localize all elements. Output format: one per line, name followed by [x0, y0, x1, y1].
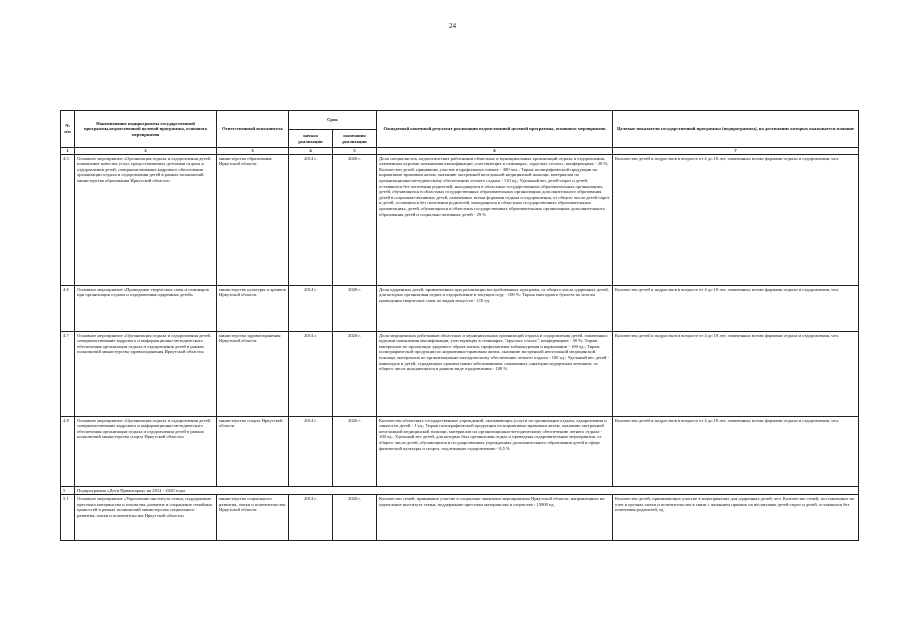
column-number: 7	[613, 148, 859, 155]
row-executor: министерство здравоохранения Иркутской области	[217, 331, 289, 416]
row-number: 4.8	[61, 416, 75, 486]
row-start: 2014 г.	[289, 495, 333, 541]
row-executor: министерство спорта Иркутской области	[217, 416, 289, 486]
row-start: 2014 г.	[289, 154, 333, 285]
column-number: 3	[217, 148, 289, 155]
row-executor: министерство социального развития, опеки и попечительства Иркутской области	[217, 495, 289, 541]
header-executor: Ответственный исполнитель	[217, 111, 289, 148]
row-name: Основное мероприятие «Организация отдыха и оздоровления детей, совершенствование кадрового и информационно-методического обеспечения организации отдыха и оздоровления детей в рамках полномочий министерства здравоохранения Иркутской области»	[75, 331, 217, 416]
row-indicators: Количество детей и подростков в возрасте от 4 до 18 лет, охваченных всеми формами отдыха и оздоровления, чел.	[613, 416, 859, 486]
row-start: 2014 г.	[289, 285, 333, 331]
row-name: Основное мероприятие «Проведение творческих смен и семинаров при организации отдыха и оздоровления одаренных детей»	[75, 285, 217, 331]
table-row	[61, 495, 859, 541]
subprogram-number: 5	[61, 486, 75, 495]
table-row	[61, 285, 859, 331]
row-result: Доля специалистов, педагогических работников областных и муниципальных организаций отдыха и оздоровления, охваченных курсами повышения квалификации, участвующих в семинарах, «круглых столах», конференциях - 20 %; Количество детей, принявших участие в профильных сменах - 400 чел.; Тираж полиграфической продукции по нормативно-правовым актам, оказанию экстренной неотложной медицинской помощи, материалов по организационно-методическому обеспечению летнего отдыха - 110 ед.; Удельный вес детей-сирот и детей, оставшихся без попечения родителей, находящихся в областных государственных образовательных организациях, детей, обучающихся в областных государственных образовательных организациях дополнительного образования детей в социально-активных детей, охваченных всеми формами отдыха и оздоровления, от общего числа детей-сирот и детей, оставшихся без попечения родителей, находящихся в областных государственных образовательных организациях, детей, обучающихся в областных государственных образовательных организациях дополнительного образования детей и социально-активных детей - 29 %	[377, 154, 613, 285]
header-name: Наименование подпрограммы государственной программы,ведомственной целевой программы, основного мероприятия	[75, 111, 217, 148]
subprogram-row	[61, 486, 859, 495]
row-executor: министерство культуры и архивов Иркутской области	[217, 285, 289, 331]
row-end: 2020 г.	[333, 285, 377, 331]
row-result: Доля медицинских работников областных и муниципальных организаций отдыха и оздоровления детей, охваченных курсами повышения квалификации, участвующих в семинарах, "круглых столах", конференциях - 30 %; Тираж материалов по пропаганде здорового образа жизни, профилактики табакокурения и наркомании - 100 ед.; Тираж полиграфической продукции по нормативно-правовым актам, оказанию экстренной неотложной медицинской помощи, материалов по организационно-методическому обеспечению летнего отдыха - 100 ед.; Удельный вес детей - инвалидов и детей, страдающих хроническими заболеваниями, охваченных санаторно-курортным лечением, от общего числа нуждающихся в данном виде оздоровления - 100 %	[377, 331, 613, 416]
row-name: Основное мероприятие «Организация отдыха и оздоровления детей, совершенствование кадрового и информационно-методического обеспечения организации отдыха и оздоровления детей в рамках полномочий министерства спорта Иркутской области»	[75, 416, 217, 486]
row-number: 4.7	[61, 331, 75, 416]
row-result: Количество семей, принявших участие в социально-значимых мероприятиях Иркутской области, направленных на укрепление института семьи, поддержание престижа материнства и отцовства - 15800 ед.	[377, 495, 613, 541]
header-result: Ожидаемый конечный результат реализации ведомственной целевой программы, основного мероприятия	[377, 111, 613, 148]
row-name: Основное мероприятие «Укрепление института семьи, поддержание престижа материнства и отцовства, развитие и сохранение семейных ценностей в рамках полномочий министерства социального развития, опеки и попечительства Иркутской области»	[75, 495, 217, 541]
row-name: Основное мероприятие «Организация отдыха и оздоровления детей, повышение качества услуг, предоставляемых детскими отдыха и оздоровления детей, совершенствование кадрового обеспечения организации отдыха и оздоровления детей в рамках полномочий министерства образования Иркутской области»	[75, 154, 217, 285]
row-number: 5.1	[61, 495, 75, 541]
table-header-row	[61, 111, 859, 130]
row-end: 2020 г.	[333, 416, 377, 486]
header-start: начала реализации	[289, 130, 333, 148]
row-end: 2020 г.	[333, 495, 377, 541]
column-number-row	[61, 148, 859, 155]
row-indicators: Количество детей и подростков в возрасте от 4 до 18 лет, охваченных всеми формами отдыха и оздоровления, чел.	[613, 285, 859, 331]
table-row	[61, 331, 859, 416]
row-indicators: Количество детей и подростков в возрасте от 4 до 18 лет, охваченных всеми формами отдыха и оздоровления, чел.	[613, 331, 859, 416]
row-executor: министерство образования Иркутской области	[217, 154, 289, 285]
table-row	[61, 154, 859, 285]
page-number: 24	[449, 22, 456, 30]
row-indicators: Количество детей и подростков в возрасте от 4 до 18 лет, охваченных всеми формами отдыха и оздоровления, чел.	[613, 154, 859, 285]
row-indicators: Количество детей, принимающих участие в мероприятиях для одаренных детей, чел. Количество семей, поставленных на учет в органах опеки и попечительства в связи с желанием принять на воспитание детей-сирот и детей, оставшихся без попечения родителей, ед.	[613, 495, 859, 541]
row-start: 2014 г.	[289, 331, 333, 416]
column-number: 4	[289, 148, 333, 155]
header-term: Срок	[289, 111, 377, 130]
row-result: Доля одаренных детей, привлеченных при реализации востребованных программ, от общего числа одаренных детей, для которых организован отдых и оздоровление в текущем году - 100 %; Тираж ежегодного буклета по итогам проведения творческих смен по видам искусств - 110 ед.	[377, 285, 613, 331]
column-number: 6	[377, 148, 613, 155]
row-end: 2020 г.	[333, 154, 377, 285]
header-end: окончания реализации	[333, 130, 377, 148]
header-indicators: Целевые показатели государственной программы (подпрограммы), на достижение которых оказывается влияние	[613, 111, 859, 148]
row-result: Количество областных государственных учреждений, оказывающих услуги по организации отдыха, оздоровления и занятости детей - 1 ед.; Тираж полиграфической продукции по нормативно-правовым актам, оказанию экстренной неотложной медицинской помощи, материалов по организационно-методическому обеспечению летнего отдыха - 100 ед.; Удельный вес детей, для которых был организован отдых и проведены оздоровительные мероприятия, от общего числа детей, обучающихся в государственных учреждениях дополнительного образования детей в сфере физической культуры и спорта, подлежащих оздоровлению - 8,5 %	[377, 416, 613, 486]
column-number: 1	[61, 148, 75, 155]
row-start: 2014 г.	[289, 416, 333, 486]
row-number: 4.6	[61, 285, 75, 331]
row-end: 2020 г.	[333, 331, 377, 416]
program-table	[60, 110, 859, 541]
column-number: 5	[333, 148, 377, 155]
row-number: 4.5	[61, 154, 75, 285]
table-row	[61, 416, 859, 486]
subprogram-title: Подпрограмма «Дети Приангарья» на 2014 - 2020 годы	[75, 486, 859, 495]
header-no: № п/п	[61, 111, 75, 148]
column-number: 2	[75, 148, 217, 155]
